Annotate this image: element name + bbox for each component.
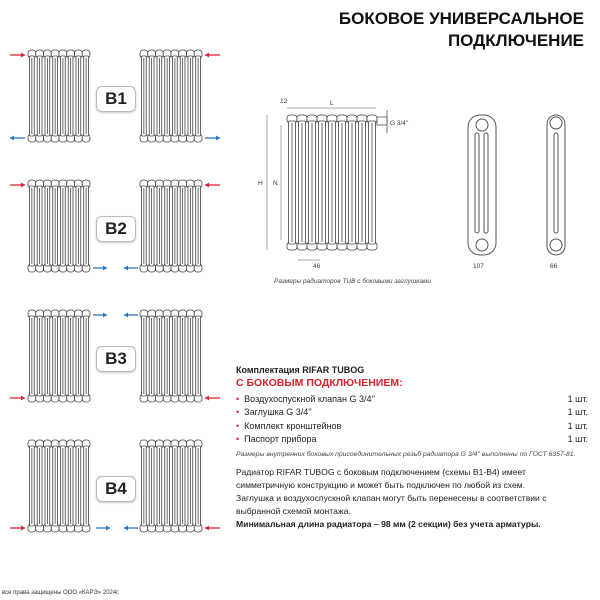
- kit-item-qty: 1 шт.: [567, 407, 588, 418]
- radiator: [140, 440, 202, 532]
- supply-arrow-icon: [205, 396, 220, 401]
- scheme-label-b4: B4: [96, 476, 136, 502]
- kit-item: [236, 419, 588, 433]
- supply-arrow-icon: [10, 526, 25, 531]
- scheme-label-b3: B3: [96, 346, 136, 372]
- supply-arrow-icon: [10, 183, 25, 188]
- kit-item-name: Воздухоспускной клапан G 3/4'': [244, 393, 375, 404]
- description-p3: Минимальная длина радиатора – 98 мм (2 секции) без учета арматуры.: [236, 519, 541, 529]
- bullet-icon: •: [236, 393, 240, 404]
- dim-12: 12: [280, 98, 288, 105]
- scheme-label-b2: B2: [96, 216, 136, 242]
- page-title: БОКОВОЕ УНИВЕРСАЛЬНОЕ ПОДКЛЮЧЕНИЕ: [338, 9, 584, 50]
- return-arrow-icon: [93, 313, 107, 318]
- kit-item-name: Заглушка G 3/4'': [244, 407, 312, 418]
- supply-arrow-icon: [10, 53, 25, 58]
- kit-item-qty: 1 шт.: [567, 420, 588, 431]
- kit-item-qty: 1 шт.: [567, 393, 588, 404]
- radiator: [28, 50, 90, 142]
- dim-l: L: [330, 100, 334, 107]
- kit-item-name: Комплект кронштейнов: [244, 420, 342, 431]
- kit-item: [236, 406, 588, 420]
- kit-item-qty: 1 шт.: [567, 434, 588, 445]
- dim-thread: G 3/4'': [390, 120, 409, 127]
- return-arrow-icon: [124, 313, 138, 318]
- radiator: [140, 310, 202, 402]
- radiator: [28, 440, 90, 532]
- supply-arrow-icon: [205, 183, 220, 188]
- kit-title: Комплектация RIFAR TUBOG: [236, 365, 365, 375]
- kit-item-name: Паспорт прибора: [244, 434, 317, 445]
- return-arrow-icon: [124, 526, 138, 531]
- kit-item: [236, 392, 588, 406]
- return-arrow-icon: [205, 136, 220, 141]
- radiator: [140, 180, 202, 272]
- radiator: [287, 115, 377, 250]
- supply-arrow-icon: [10, 396, 25, 401]
- return-arrow-icon: [10, 136, 25, 141]
- dim-h: H: [258, 180, 263, 187]
- bullet-icon: •: [236, 407, 240, 418]
- bullet-icon: •: [236, 434, 240, 445]
- description-p2: Заглушка и воздухоспускной клапан могут быть перенесены в соответствии с выбранной схемой монтажа.: [236, 493, 547, 516]
- kit-subtitle: С БОКОВЫМ ПОДКЛЮЧЕНИЕМ:: [236, 377, 403, 389]
- return-arrow-icon: [124, 266, 138, 271]
- copyright: все права защищены ООО «КАРЭ» 2024г.: [2, 590, 120, 596]
- radiator: [28, 180, 90, 272]
- scheme-label-b1: B1: [96, 86, 136, 112]
- bullet-icon: •: [236, 420, 240, 431]
- dim-n: N: [273, 180, 278, 187]
- kit-item: [236, 433, 588, 447]
- kit-section: [236, 365, 588, 458]
- return-arrow-icon: [93, 266, 107, 271]
- radiator: [28, 310, 90, 402]
- supply-arrow-icon: [205, 526, 220, 531]
- description-p1: Радиатор RIFAR TUBOG с боковым подключением (схемы В1-В4) имеет симметричную конструкцию и может быть подключен по любой из схем.: [236, 467, 526, 490]
- dim-46: 46: [313, 263, 321, 270]
- supply-arrow-icon: [205, 53, 220, 58]
- description: [236, 466, 586, 531]
- dim-66: 66: [550, 263, 558, 270]
- dim-107: 107: [473, 263, 484, 270]
- return-arrow-icon: [96, 526, 110, 531]
- kit-note: Размеры внутренних боковых присоединительных резьб радиатора G 3/4'' выполнены по ГОСТ 6357-81.: [236, 451, 576, 458]
- dimension-drawing: [250, 90, 600, 290]
- radiator: [140, 50, 202, 142]
- drawing-caption: Размеры радиаторов TUB с боковыми заглушками: [274, 278, 432, 285]
